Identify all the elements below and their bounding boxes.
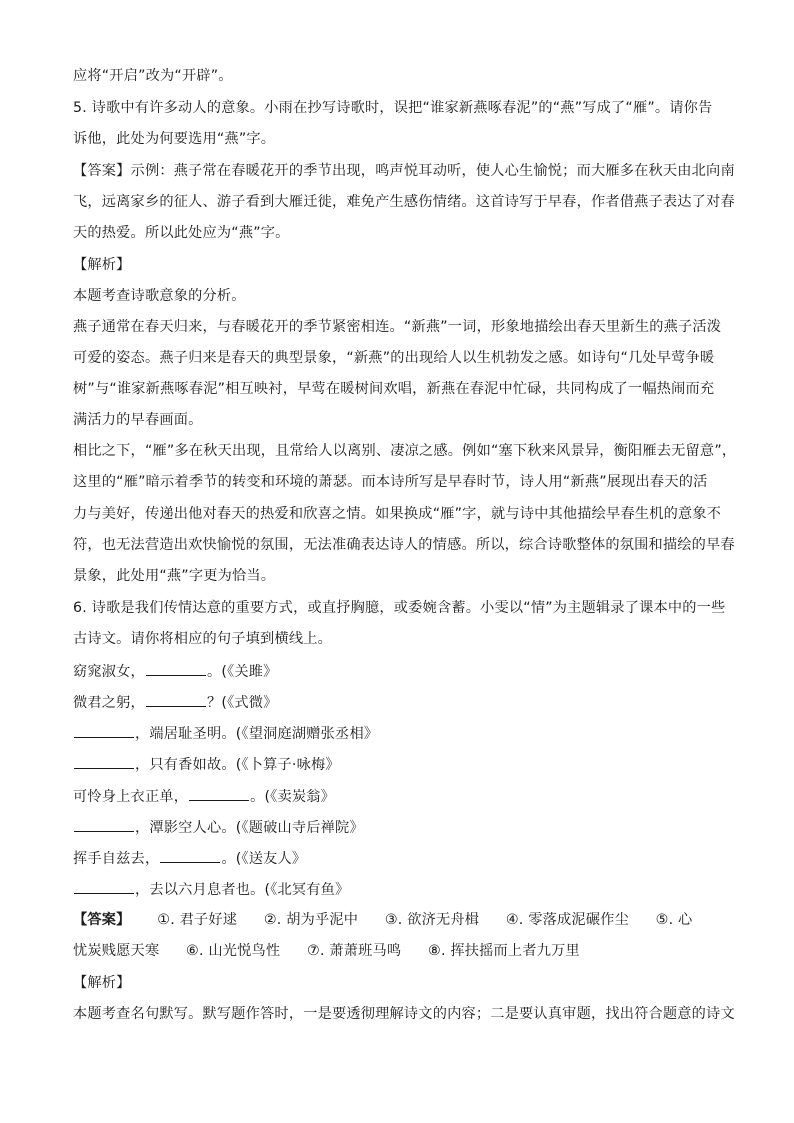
analysis-line: 满活力的早春画面。 bbox=[73, 412, 203, 428]
answer-item: ⑤. 心 bbox=[655, 912, 693, 928]
answer-blank[interactable] bbox=[74, 817, 134, 832]
answer-line-2: 飞，远离家乡的征人、游子看到大雁迁徙，难免产生感伤情绪。这首诗写于早春，作者借燕子表达了对春 bbox=[73, 194, 735, 210]
question-5-line-1: 5. 诗歌中有许多动人的意象。小雨在抄写诗歌时，误把“谁家新燕啄春泥”的“燕”写成了“雁”。请你告 bbox=[73, 100, 713, 116]
analysis-heading: 【解析】 bbox=[73, 257, 131, 273]
answer-blank[interactable] bbox=[160, 848, 220, 863]
analysis-line: 本题考查诗歌意象的分析。 bbox=[73, 288, 246, 304]
answer-blank[interactable] bbox=[146, 692, 206, 707]
answer-label: 【答案】 bbox=[73, 912, 131, 928]
answer-item: ④. 零落成泥碾作尘 bbox=[505, 912, 629, 928]
fill-line-6: ，潭影空人心。(《题破山寺后禅院》 bbox=[73, 817, 749, 837]
question-6-line-1: 6. 诗歌是我们传情达意的重要方式，或直抒胸臆，或委婉含蓄。小雯以“情”为主题辑录了课本中的一些 bbox=[73, 600, 726, 616]
answer-line-q6-1 bbox=[73, 910, 749, 930]
answer-line-3: 天的热爱。所以此处应为“燕”字。 bbox=[73, 225, 290, 241]
fill-line-3: ，端居耻圣明。(《望洞庭湖赠张丞相》 bbox=[73, 723, 749, 743]
answer-line-1: 【答案】示例：燕子常在春暖花开的季节出现，鸣声悦耳动听，使人心生愉悦；而大雁多在秋天由北向南 bbox=[73, 163, 735, 179]
text-line: 应将“开启”改为“开辟”。 bbox=[73, 68, 233, 84]
analysis-line: 符，也无法营造出欢快愉悦的氛围，无法准确表达诗人的情感。所以，综合诗歌整体的氛围和描绘的早春 bbox=[73, 537, 735, 553]
fill-line-4: ，只有香如故。(《卜算子·咏梅》 bbox=[73, 754, 749, 774]
answer-blank[interactable] bbox=[74, 879, 134, 894]
answer-blank[interactable] bbox=[74, 723, 134, 738]
answer-item: ⑧. 挥扶摇而上者九万里 bbox=[428, 943, 580, 959]
answer-item: 忧炭贱愿天寒 bbox=[73, 943, 160, 959]
fill-line-8: ，去以六月息者也。(《北冥有鱼》 bbox=[73, 879, 749, 899]
question-5-line-2: 诉他，此处为何要选用“燕”字。 bbox=[73, 131, 276, 147]
analysis-line: 相比之下，“雁”多在秋天出现，且常给人以离别、凄凉之感。例如“塞下秋来风景异，衡阳雁去无留意”， bbox=[73, 443, 737, 459]
answer-item: ⑥. 山光悦鸟性 bbox=[186, 943, 281, 959]
answer-item: ③. 欲济无舟楫 bbox=[384, 912, 480, 928]
fill-line-5: 可怜身上衣正单， 。(《卖炭翁》 bbox=[73, 786, 749, 806]
analysis-line: 这里的“雁”暗示着季节的转变和环境的萧瑟。而本诗所写是早春时节，诗人用“新燕”展现出春天的活 bbox=[73, 474, 708, 490]
analysis-heading: 【解析】 bbox=[73, 975, 131, 991]
answer-item: ①. 君子好逑 bbox=[157, 912, 238, 928]
fill-line-1: 窈窕淑女， 。(《关雎》 bbox=[73, 661, 749, 681]
fill-line-7: 挥手自兹去， 。(《送友人》 bbox=[73, 848, 749, 868]
analysis-line: 力与美好，传递出他对春天的热爱和欣喜之情。如果换成“雁”字，就与诗中其他描绘早春生机的意象不 bbox=[73, 506, 722, 522]
question-6-line-2: 古诗文。请你将相应的句子填到横线上。 bbox=[73, 631, 332, 647]
answer-blank[interactable] bbox=[146, 661, 206, 676]
analysis-line: 燕子通常在春天归来，与春暖花开的季节紧密相连。“新燕”一词，形象地描绘出春天里新生的燕子活泼 bbox=[73, 319, 722, 335]
answer-blank[interactable] bbox=[74, 754, 134, 769]
answer-blank[interactable] bbox=[189, 786, 249, 801]
analysis-line: 树”与“谁家新燕啄春泥”相互映衬，早莺在暖树间欢唱，新燕在春泥中忙碌，共同构成了一幅热闹而充 bbox=[73, 381, 715, 397]
fill-line-2: 微君之躬， ？(《式微》 bbox=[73, 692, 749, 712]
answer-item: ⑦. 萧萧班马鸣 bbox=[307, 943, 402, 959]
analysis-line: 景象，此处用“燕”字更为恰当。 bbox=[73, 568, 276, 584]
analysis-line: 可爱的姿态。燕子归来是春天的典型景象，“新燕”的出现给人以生机勃发之感。如诗句“几处早莺争暖 bbox=[73, 350, 715, 366]
analysis-line: 本题考查名句默写。默写题作答时，一是要透彻理解诗文的内容；二是要认真审题，找出符合题意的诗文 bbox=[73, 1006, 735, 1022]
answer-item: ②. 胡为乎泥中 bbox=[263, 912, 359, 928]
answer-line-q6-2 bbox=[73, 941, 749, 961]
